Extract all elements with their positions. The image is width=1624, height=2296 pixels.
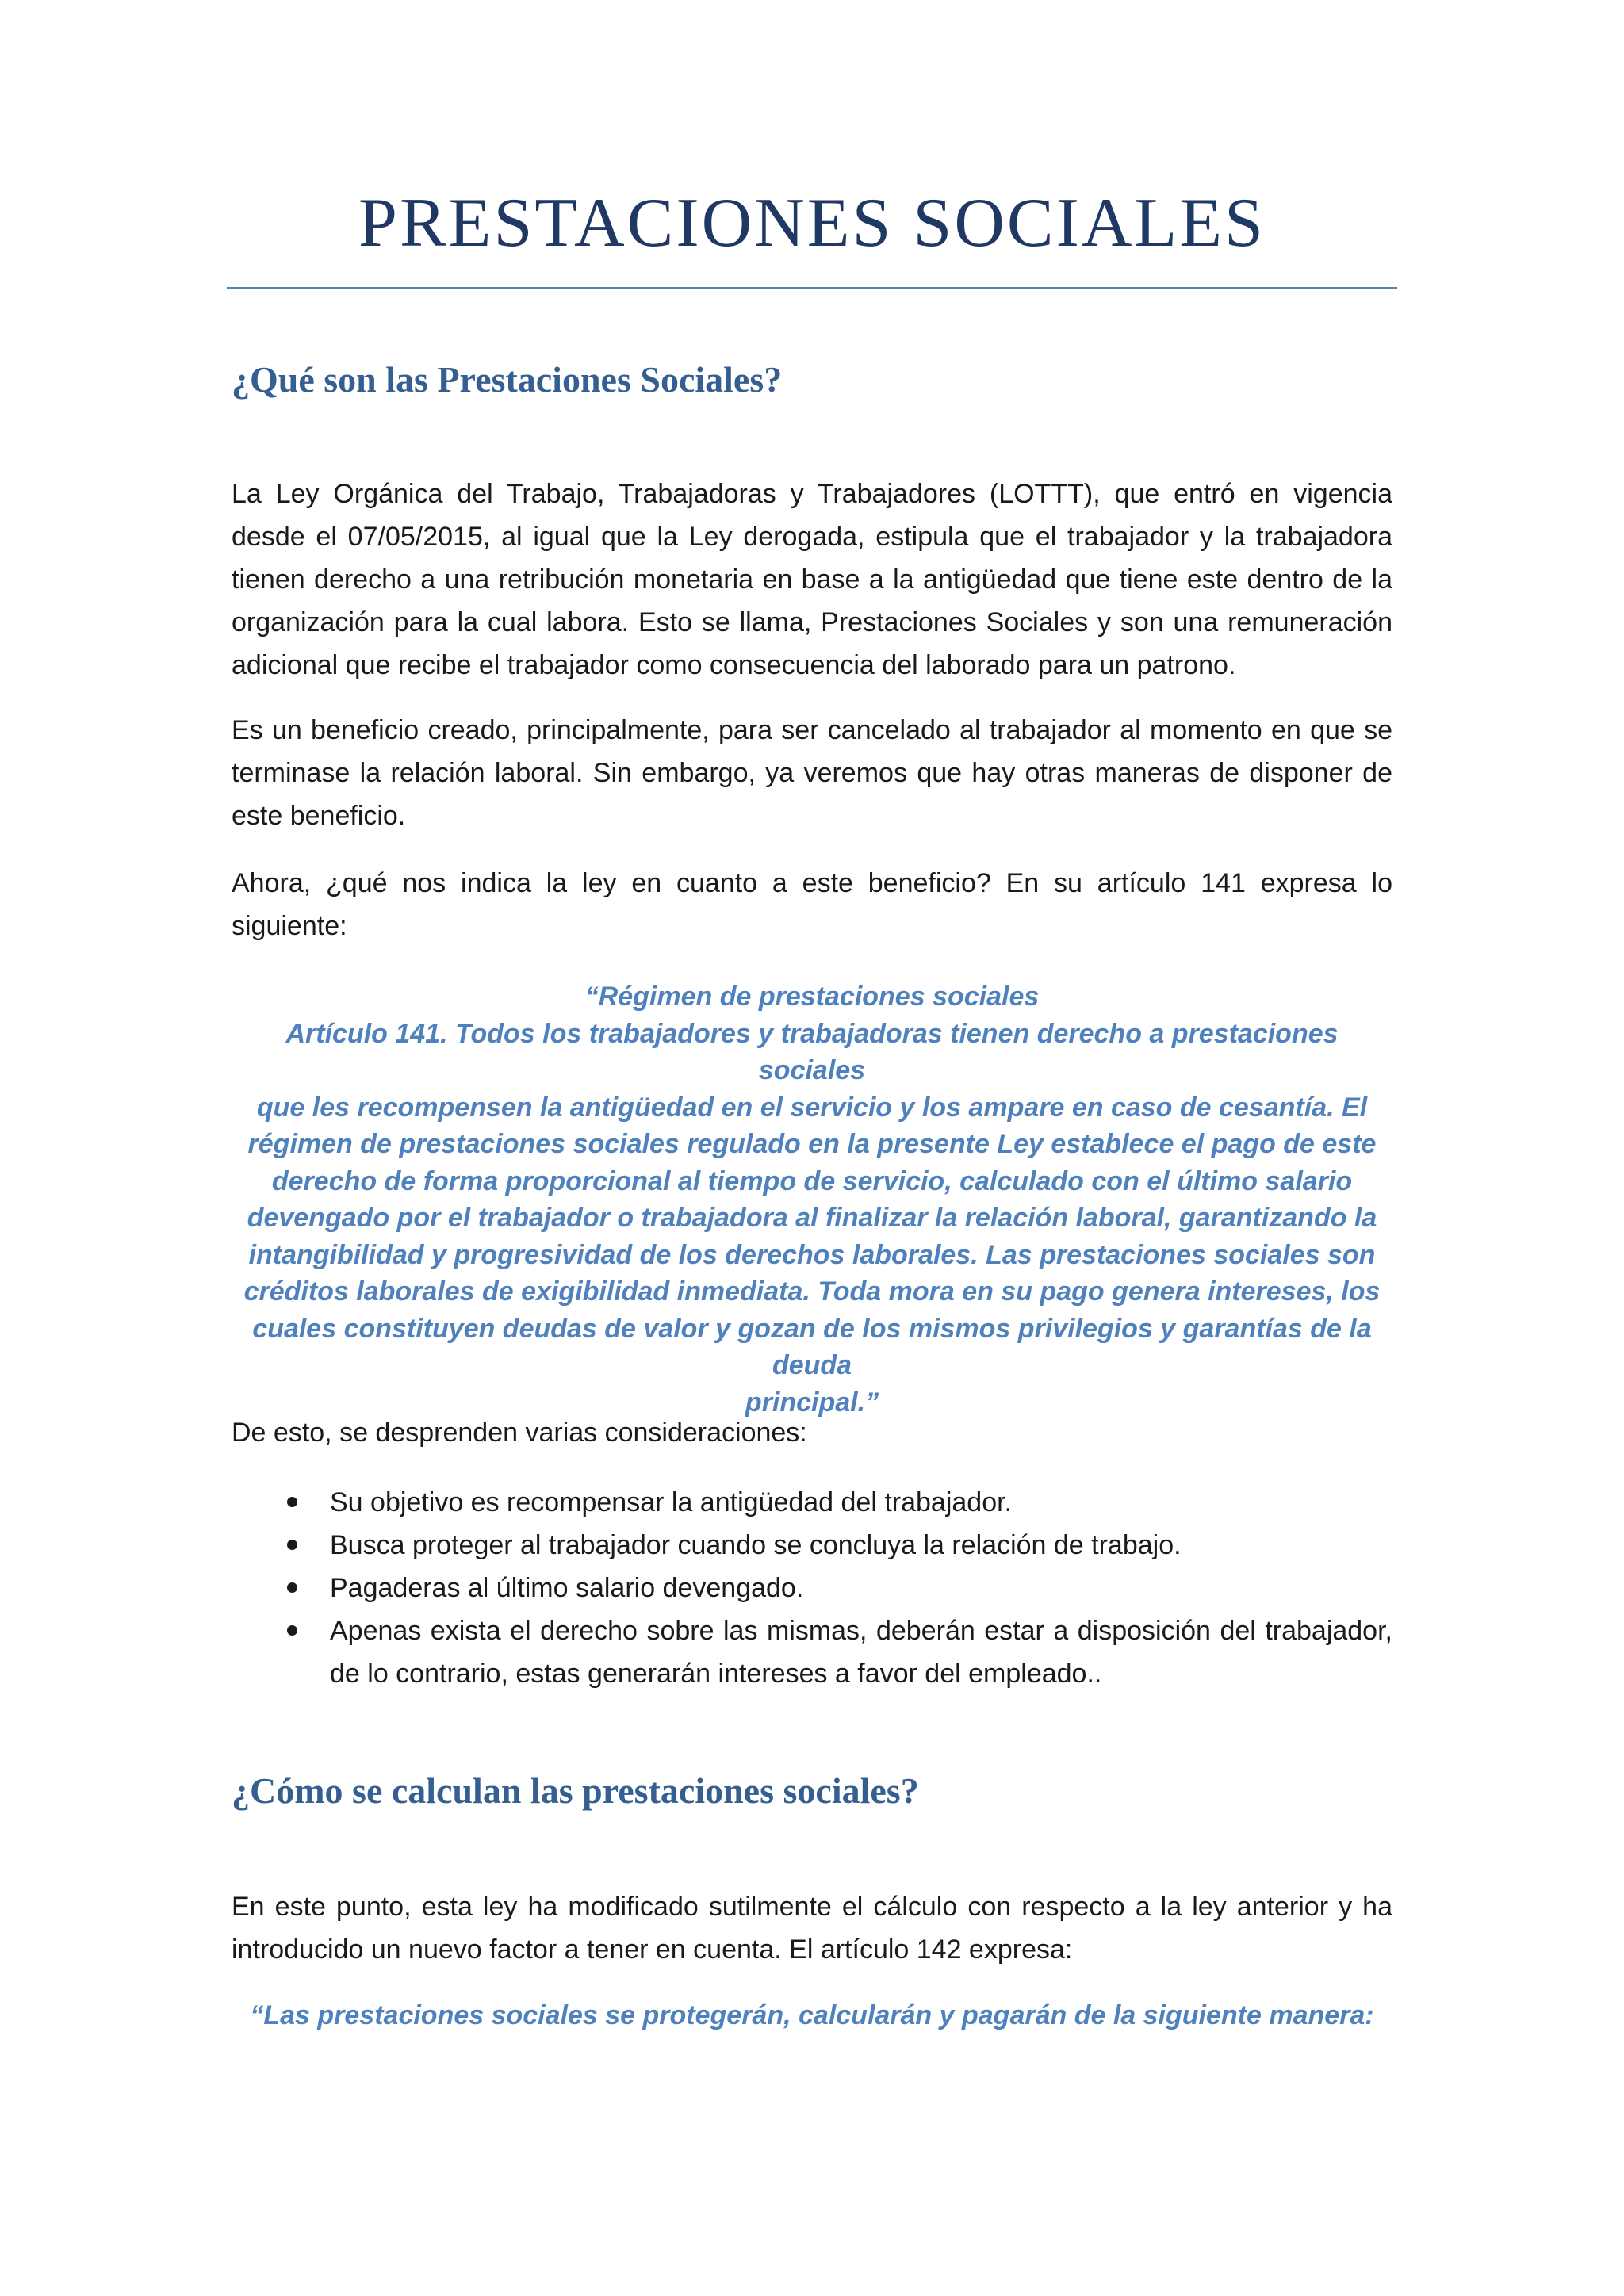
list-item: Su objetivo es recompensar la antigüedad del trabajador. bbox=[232, 1481, 1392, 1524]
quote-line: “Régimen de prestaciones sociales bbox=[584, 982, 1040, 1012]
paragraph-beneficio: Es un beneficio creado, principalmente, para ser cancelado al trabajador al momento en que se terminase la relación laboral. Sin embargo, ya veremos que hay otras maneras de disponer de este beneficio. bbox=[232, 715, 1392, 831]
quote-line: principal.” bbox=[745, 1387, 879, 1418]
section-heading-como-se-calculan: ¿Cómo se calculan las prestaciones sociales? bbox=[232, 1770, 919, 1811]
list-item: Pagaderas al último salario devengado. bbox=[232, 1567, 1392, 1609]
page-title: PRESTACIONES SOCIALES bbox=[358, 185, 1266, 262]
quote-line: derecho de forma proporcional al tiempo de servicio, calculado con el último salario bbox=[271, 1165, 1353, 1196]
bullet-icon bbox=[287, 1625, 297, 1636]
list-item: Apenas exista el derecho sobre las mismas, deberán estar a disposición del trabajador, de lo contrario, estas generarán intereses a favor del empleado.. bbox=[232, 1609, 1392, 1695]
title-underline bbox=[227, 287, 1397, 289]
paragraph-articulo-141-intro: Ahora, ¿qué nos indica la ley en cuanto a este beneficio? En su artículo 141 expresa lo siguiente: bbox=[232, 868, 1392, 941]
quote-line: intangibilidad y progresividad de los derechos laborales. Las prestaciones sociales son bbox=[248, 1239, 1376, 1270]
section-heading-que-son: ¿Qué son las Prestaciones Sociales? bbox=[232, 359, 783, 400]
paragraph-lottt: La Ley Orgánica del Trabajo, Trabajadoras y Trabajadores (LOTTT), que entró en vigencia desde el 07/05/2015, al igual que la Ley derogada, estipula que el trabajador y la trabajadora tienen derecho a una retribución monetaria en base a la antigüedad que tiene este dentro de la organización para la cual labora. Esto se llama, Prestaciones Sociales y son una remuneración adicional que recibe el trabajador como consecuencia del laborado para un patrono. bbox=[232, 479, 1392, 680]
bullet-icon bbox=[287, 1582, 297, 1593]
quote-line: Artículo 141. Todos los trabajadores y trabajadoras tienen derecho a prestaciones sociales bbox=[285, 1018, 1339, 1085]
quote-line: créditos laborales de exigibilidad inmediata. Toda mora en su pago genera intereses, los bbox=[243, 1276, 1381, 1307]
bullet-icon bbox=[287, 1497, 297, 1507]
quote-articulo-141 bbox=[232, 978, 1392, 1421]
quote-line: que les recompensen la antigüedad en el servicio y los ampare en caso de cesantía. El bbox=[256, 1092, 1368, 1123]
bullet-icon bbox=[287, 1540, 297, 1550]
quote-line: régimen de prestaciones sociales regulado en la presente Ley establece el pago de este bbox=[247, 1129, 1377, 1159]
quote-articulo-142: “Las prestaciones sociales se protegerán, calcularán y pagarán de la siguiente manera: bbox=[250, 2000, 1374, 2030]
paragraph-articulo-142-intro: En este punto, esta ley ha modificado sutilmente el cálculo con respecto a la ley anterior y ha introducido un nuevo factor a tener en cuenta. El artículo 142 expresa: bbox=[232, 1892, 1392, 1965]
quote-line: devengado por el trabajador o trabajadora al finalizar la relación laboral, garantizando la bbox=[247, 1203, 1377, 1233]
list-item: Busca proteger al trabajador cuando se concluya la relación de trabajo. bbox=[232, 1524, 1392, 1567]
considerations-list bbox=[232, 1481, 1392, 1695]
quote-line: cuales constituyen deudas de valor y gozan de los mismos privilegios y garantías de la deuda bbox=[252, 1313, 1372, 1380]
paragraph-consideraciones: De esto, se desprenden varias consideraciones: bbox=[232, 1418, 807, 1448]
